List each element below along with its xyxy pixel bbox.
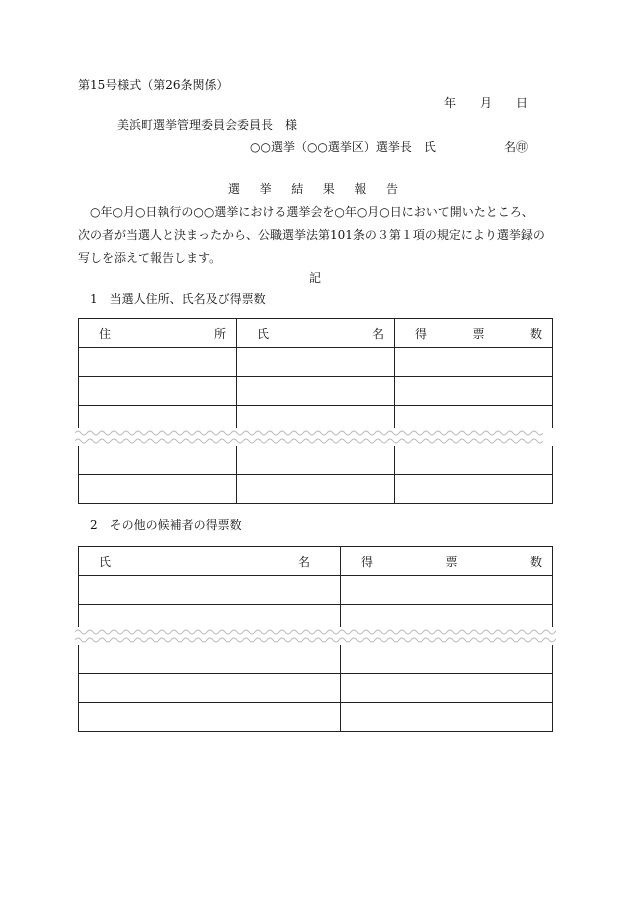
col-votes-char: 票 [472,326,485,341]
sender-seal: 名㊞ [504,140,529,154]
sender-label: ○○選挙（○○選挙区）選挙長 氏 [250,140,436,154]
col-name-right: 名 [297,554,310,569]
elected-table [78,318,553,504]
ki-label: 記 [309,271,322,285]
page-title [228,182,398,196]
body-line-1: ○年○月○日執行の○○選挙における選挙会を○年○月○日において開いたところ、 [90,205,534,219]
table-row [79,674,553,703]
col-name-left: 氏 [99,554,112,569]
table-break-wave [75,428,556,446]
addressee: 美浜町選挙管理委員会委員長 様 [117,118,298,132]
table-row [79,348,553,377]
col-votes-char: 数 [529,554,542,569]
table-cell[interactable] [237,348,395,377]
col-name-right: 名 [371,326,384,341]
table-cell[interactable] [79,377,237,406]
table-cell[interactable] [341,576,553,605]
col-votes-char: 得 [361,554,374,569]
table-cell[interactable] [237,446,395,475]
table-cell[interactable] [79,703,341,732]
title-char: 果 [322,182,335,196]
date-day: 日 [515,96,528,110]
body-line-3: 写しを添えて報告します。 [78,251,222,265]
table-cell[interactable] [341,645,553,674]
table-header-row [79,319,553,348]
title-char: 報 [354,182,367,196]
col-votes [395,319,553,348]
table-header-row [79,547,553,576]
col-votes-char: 票 [445,554,458,569]
table-cell[interactable] [395,446,553,475]
table-cell[interactable] [395,377,553,406]
title-char: 結 [291,182,304,196]
date-year: 年 [444,96,457,110]
col-name [237,319,395,348]
col-votes-char: 得 [415,326,428,341]
col-address-left: 住 [99,326,112,341]
col-address-right: 所 [213,326,226,341]
col-address [79,319,237,348]
section2-heading: 2 その他の候補者の得票数 [90,518,242,532]
table-row [79,377,553,406]
col-name [79,547,341,576]
form-number: 第15号様式（第26条関係） [78,78,229,92]
table-break-wave [75,627,556,645]
table-cell[interactable] [237,475,395,504]
table-cell[interactable] [341,674,553,703]
table-cell[interactable] [79,576,341,605]
col-name-left: 氏 [257,326,270,341]
table-row [79,446,553,475]
table-row [79,475,553,504]
title-char: 告 [385,182,398,196]
date-line [444,96,528,110]
col-votes [341,547,553,576]
table-cell[interactable] [79,348,237,377]
table-cell[interactable] [395,348,553,377]
title-char: 挙 [259,182,272,196]
table-cell[interactable] [79,446,237,475]
table-cell[interactable] [237,377,395,406]
table-cell[interactable] [79,674,341,703]
table-cell[interactable] [395,475,553,504]
section1-heading: 1 当選人住所、氏名及び得票数 [90,292,266,306]
table-cell[interactable] [341,703,553,732]
date-month: 月 [479,96,492,110]
title-char: 選 [228,182,241,196]
table-cell[interactable] [79,645,341,674]
body-line-2: 次の者が当選人と決まったから、公職選挙法第101条の３第１項の規定により選挙録の [78,228,545,242]
table-cell[interactable] [79,475,237,504]
table-row [79,645,553,674]
table-row [79,576,553,605]
col-votes-char: 数 [529,326,542,341]
table-row [79,703,553,732]
